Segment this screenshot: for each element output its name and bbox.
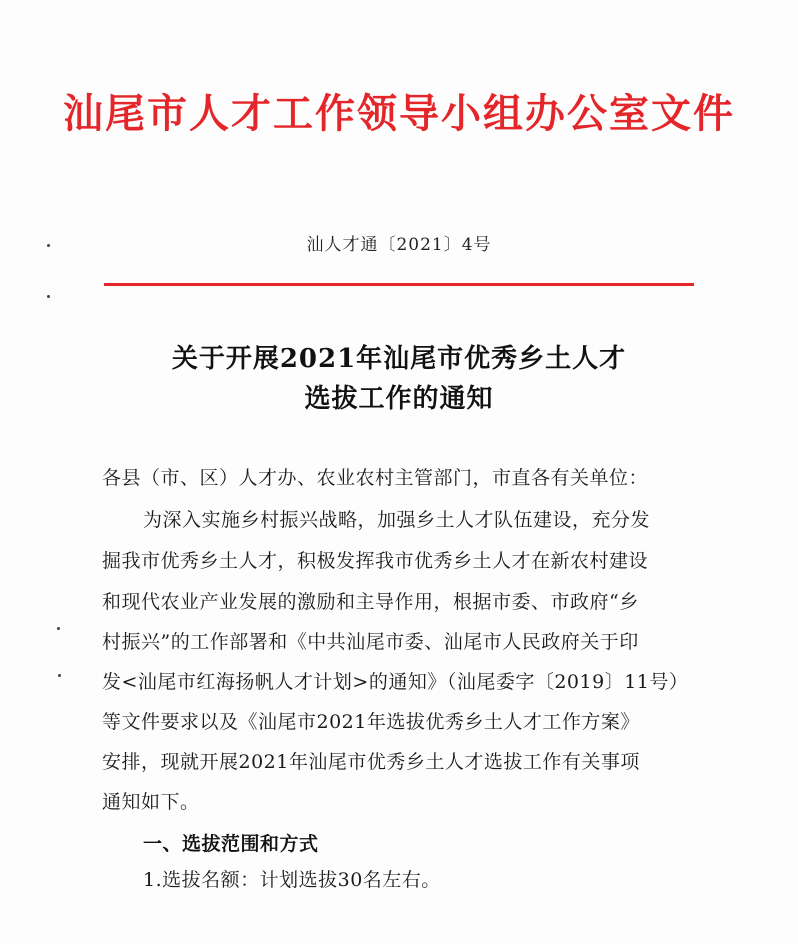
list-item: 1.选拔名额：计划选拔30名左右。 <box>143 869 441 891</box>
section-heading: 一、选拔范围和方式 <box>143 833 319 855</box>
scan-speck <box>47 244 50 247</box>
salutation: 各县（市、区）人才办、农业农村主管部门，市直各有关单位： <box>102 467 649 489</box>
paragraph-line: 安排，现就开展2021年汕尾市优秀乡土人才选拔工作有关事项 <box>102 751 640 773</box>
paragraph-line: 发<汕尾市红海扬帆人才计划>的通知》（汕尾委字〔2019〕11号） <box>102 671 689 693</box>
paragraph-line: 村振兴”的工作部署和《中共汕尾市委、汕尾市人民政府关于印 <box>102 631 639 653</box>
paragraph-line: 为深入实施乡村振兴战略，加强乡土人才队伍建设，充分发 <box>143 509 651 531</box>
paragraph-line: 掘我市优秀乡土人才，积极发挥我市优秀乡土人才在新农村建设 <box>102 550 649 572</box>
scan-speck <box>58 674 61 677</box>
paragraph-line: 和现代农业产业发展的激励和主导作用，根据市委、市政府“乡 <box>102 591 639 613</box>
scan-speck <box>57 627 60 630</box>
paragraph-line: 等文件要求以及《汕尾市2021年选拔优秀乡土人才工作方案》 <box>102 711 640 733</box>
scan-speck <box>47 295 50 298</box>
notice-title-line-1: 关于开展2021年汕尾市优秀乡土人才 <box>171 344 627 374</box>
office-title: 汕尾市人才工作领导小组办公室文件 <box>63 90 735 137</box>
header-divider <box>104 283 694 286</box>
paragraph-line: 通知如下。 <box>102 791 200 813</box>
notice-title-line-2: 选拔工作的通知 <box>304 384 494 414</box>
document-number: 汕人才通〔2021〕4号 <box>306 235 492 255</box>
